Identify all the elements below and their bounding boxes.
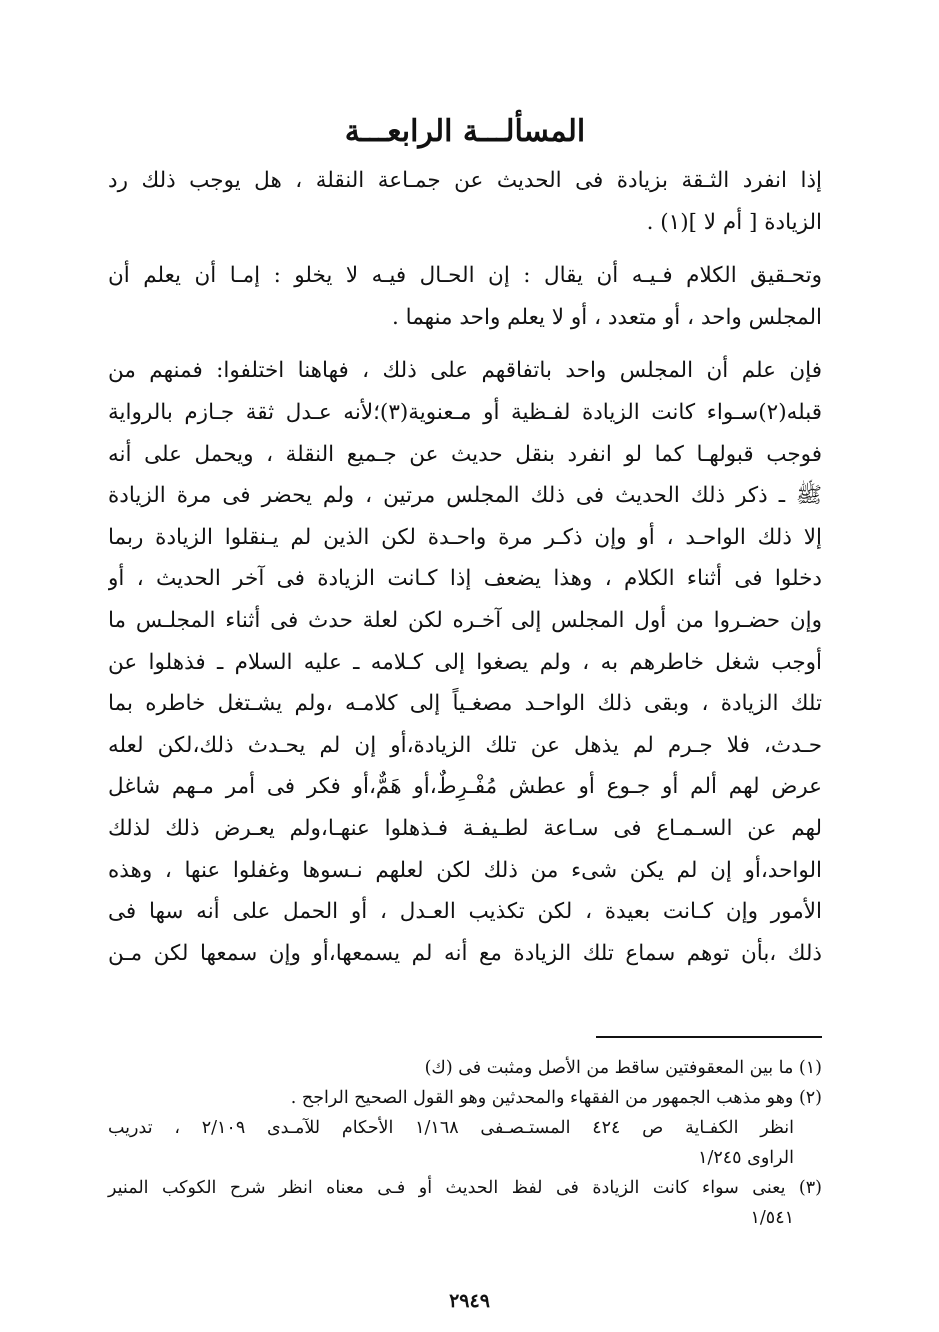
text-line: حـدث، فلا جـرم لم يذهل عن تلك الزيادة،أو إن لم يحـدث ذلك،لكن لعله [108,732,822,758]
text-line: إذا انفرد الثـقة بزيادة فى الحديث عن جمـاعة النقلة ، هل يوجب ذلك رد [108,168,822,193]
text-line: الزيادة [ أم لا ](١) . [646,209,822,235]
footnote-2-reference-cont: الراوى ١/٢٤٥ [698,1148,794,1168]
footnotes [108,1053,822,1233]
text-line: الأمور وإن كـانت بعيدة ، لكن تكذيب العـدل ، أو الحمل على أنه سها فى [108,899,822,925]
footnote-1: (١) ما بين المعقوفتين ساقط من الأصل ومثبت فى (ك) [424,1058,822,1078]
text-line: فإن علم أن المجلس واحد باتفاقهم على ذلك ، فهاهنا اختلفوا: فمنهم من [108,358,822,384]
text-line: أوجب شغل خاطرهم به ، ولم يصغوا إلى كـلامه ـ عليه السلام ـ فذهلوا عن [108,649,822,675]
text-line: دخلوا فى أثناء الكلام ، وهذا يضعف إذا كـانت الزيادة فى آخر الحديث ، أو [108,566,822,592]
text-line: الواحد،أو إن لم يكن شىء من ذلك لكن لعلهم نـسوها وغفلوا عنها ، وهذه [108,857,822,883]
paragraph-2 [108,255,822,338]
text-line: فوجب قبولهـا كما لو انفرد بنقل حديث عن جـميع النقلة ، ويحمل على أنه [108,441,822,467]
section-title: المسألـــة الرابعـــة [344,114,586,149]
footnote-3: (٣) يعنى سواء كانت الزيادة فى لفظ الحديث أو فـى معناه انظر شرح الكوكب المنير [108,1178,822,1198]
footnote-2-reference: انظر الكفـاية ص ٤٢٤ المستـصـفى ١/١٦٨ الأحكام للآمـدى ٢/١٠٩ ، تدريب [108,1118,794,1138]
text-line: المجلس واحد ، أو متعدد ، أو لا يعلم واحد منهما . [392,304,822,330]
text-line: وإن حضـروا من أول المجلس إلى آخـره لكن لعلة حدث فى أثناء المجلـس ما [108,607,822,633]
text-line: إلا ذلك الواحـد ، أو وإن ذكـر مرة واحـدة لكن الذين لم يـنقلوا الزيادة ربما [108,524,822,550]
text-line: عرض لهم ألم أو جـوع أو عطش مُفْـرِطٌ،أو هَمٌّ،أو فكر فى أمر مـهم شاغل [108,774,822,800]
text-line: ذلك ،بأن توهم سماع تلك الزيادة مع أنه لم يسمعها،أو وإن سمعها لكن مـن [108,940,822,966]
text-line: لهم عن السـمـاع فى سـاعة لطـيفـة فـذهلوا عنهـا،ولم يعـرض ذلك لذلك [108,815,822,841]
text-line: وتحـقيق الكلام فـيـه أن يقال : إن الحـال فيـه لا يخلو : إمـا أن يعلم أن [108,263,822,289]
footnote-3-reference: ١/٥٤١ [750,1208,794,1228]
footnote-divider [596,1036,822,1038]
paragraph-1 [108,160,822,243]
text-line: تلك الزيادة ، وبقى ذلك الواحـد مصغـياً إلى كلامـه ،ولم يشـتغل خاطره بما [108,691,822,717]
text-line: ﷺ ـ ذكر ذلك الحديث فى ذلك المجلس مرتين ، ولم يحضر فى مرة الزيادة [108,483,822,509]
paragraph-3 [108,350,822,974]
footnote-2: (٢) وهو مذهب الجمهور من الفقهاء والمحدثين وهو القول الصحيح الراجح . [290,1088,822,1108]
page-number: ٢٩٤٩ [449,1290,490,1312]
text-line: قبله(٢)سـواء كانت الزيادة لفـظية أو مـعنوية(٣)؛لأنه عـدل ثقة جـازم بالرواية [108,399,822,425]
